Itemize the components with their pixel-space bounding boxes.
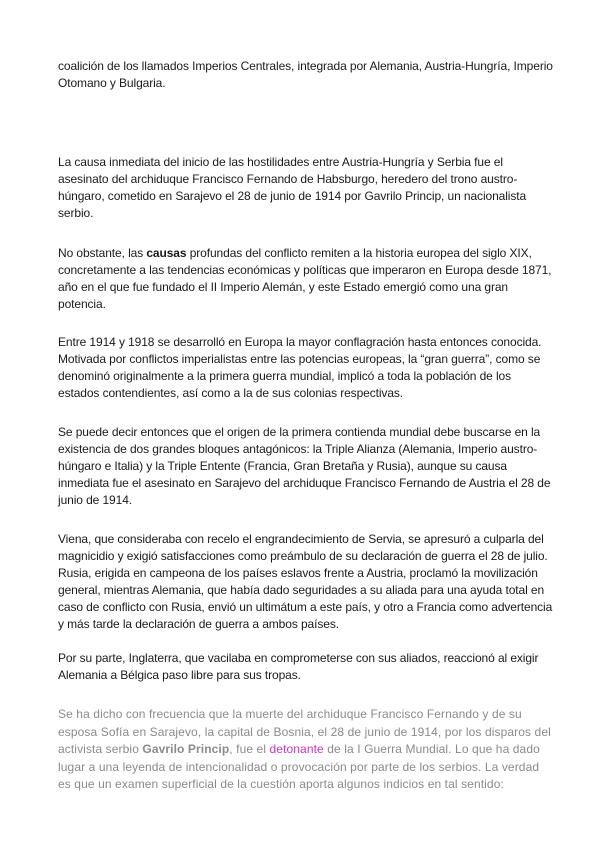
p7-text-middle: , fue el: [229, 742, 270, 756]
paragraph-england: Por su parte, Inglaterra, que vacilaba en comprometerse con sus aliados, reaccionó al exigir Alemania a Bélgica paso libre para sus tropas.: [58, 651, 539, 682]
paragraph-vienna-reaction: Viena, que consideraba con recelo el engrandecimiento de Servia, se apresuró a culparla del magnicidio y exigió satisfacciones como preámbulo de su declaración de guerra el 28 de julio. Rusia, erigida en campeona de los países eslavos frente a Austria, proclamó la movilización general, mientras Alemania, que había dado seguridades a su aliada para una ayuda total en caso de conflicto con Rusia, envió un ultimátum a este país, y otro a Francia como advertencia y más tarde la declaración de guerra a ambos países.: [58, 532, 553, 631]
paragraph-two-blocs: Se puede decir entonces que el origen de la primera contienda mundial debe buscarse en la existencia de dos grandes bloques antagónicos: la Triple Alianza (Alemania, Imperio austro-húngaro e Italia) y la Triple Entente (Francia, Gran Bretaña y Rusia), aunque su causa inmediata fue el asesinato en Sarajevo del archiduque Francisco Fernando de Austria el 28 de junio de 1914.: [58, 425, 551, 507]
p2-text-before: No obstante, las: [58, 246, 147, 260]
p2-text-after: profundas del conflicto remiten a la historia europea del siglo XIX, concretamente a las tendencias económicas y políticas que imperaron en Europa desde 1871, año en el que fue fundado el II Imperio Alemán, y este Estado emergió como una gran potencia.: [58, 246, 552, 311]
p7-text-after: de la I Guerra Mundial. Lo que ha dado lugar a una leyenda de intencionalidad o provocación por parte de los serbios. La verdad es que un examen superficial de la cuestión aporta algunos indicios en tal sentido:: [58, 742, 540, 791]
detonante-link[interactable]: detonante: [269, 742, 324, 756]
paragraph-deep-causes: [58, 245, 554, 313]
paragraph-sarajevo-legend: [58, 706, 554, 794]
p7-text-before: Se ha dicho con frecuencia que la muerte del archiduque Francisco Fernando y de su esposa Sofía en Sarajevo, la capital de Bosnia, el 28 de junio de 1914, por los disparos del activista serbio: [58, 707, 551, 756]
paragraph-immediate-cause: La causa inmediata del inicio de las hostilidades entre Austria-Hungría y Serbia fue el asesinato del archiduque Francisco Fernando de Habsburgo, heredero del trono austro-húngaro, cometido en Sarajevo el 28 de junio de 1914 por Gavrilo Princip, un nacionalista serbio.: [58, 155, 527, 220]
gavrilo-princip-bold-text: Gavrilo Princip: [142, 742, 230, 756]
causas-bold-text: causas: [146, 246, 187, 260]
paragraph-great-war: Entre 1914 y 1918 se desarrolló en Europa la mayor conflagración hasta entonces conocida. Motivada por conflictos imperialistas entre las potencias europeas, la “gran guerra”, como se denominó originalmente a la primera guerra mundial, implicó a toda la población de los estados contendientes, así como a la de sus colonias respectivas.: [58, 335, 542, 400]
paragraph-central-powers: coalición de los llamados Imperios Centrales, integrada por Alemania, Austria-Hungría, Imperio Otomano y Bulgaria.: [58, 59, 553, 90]
